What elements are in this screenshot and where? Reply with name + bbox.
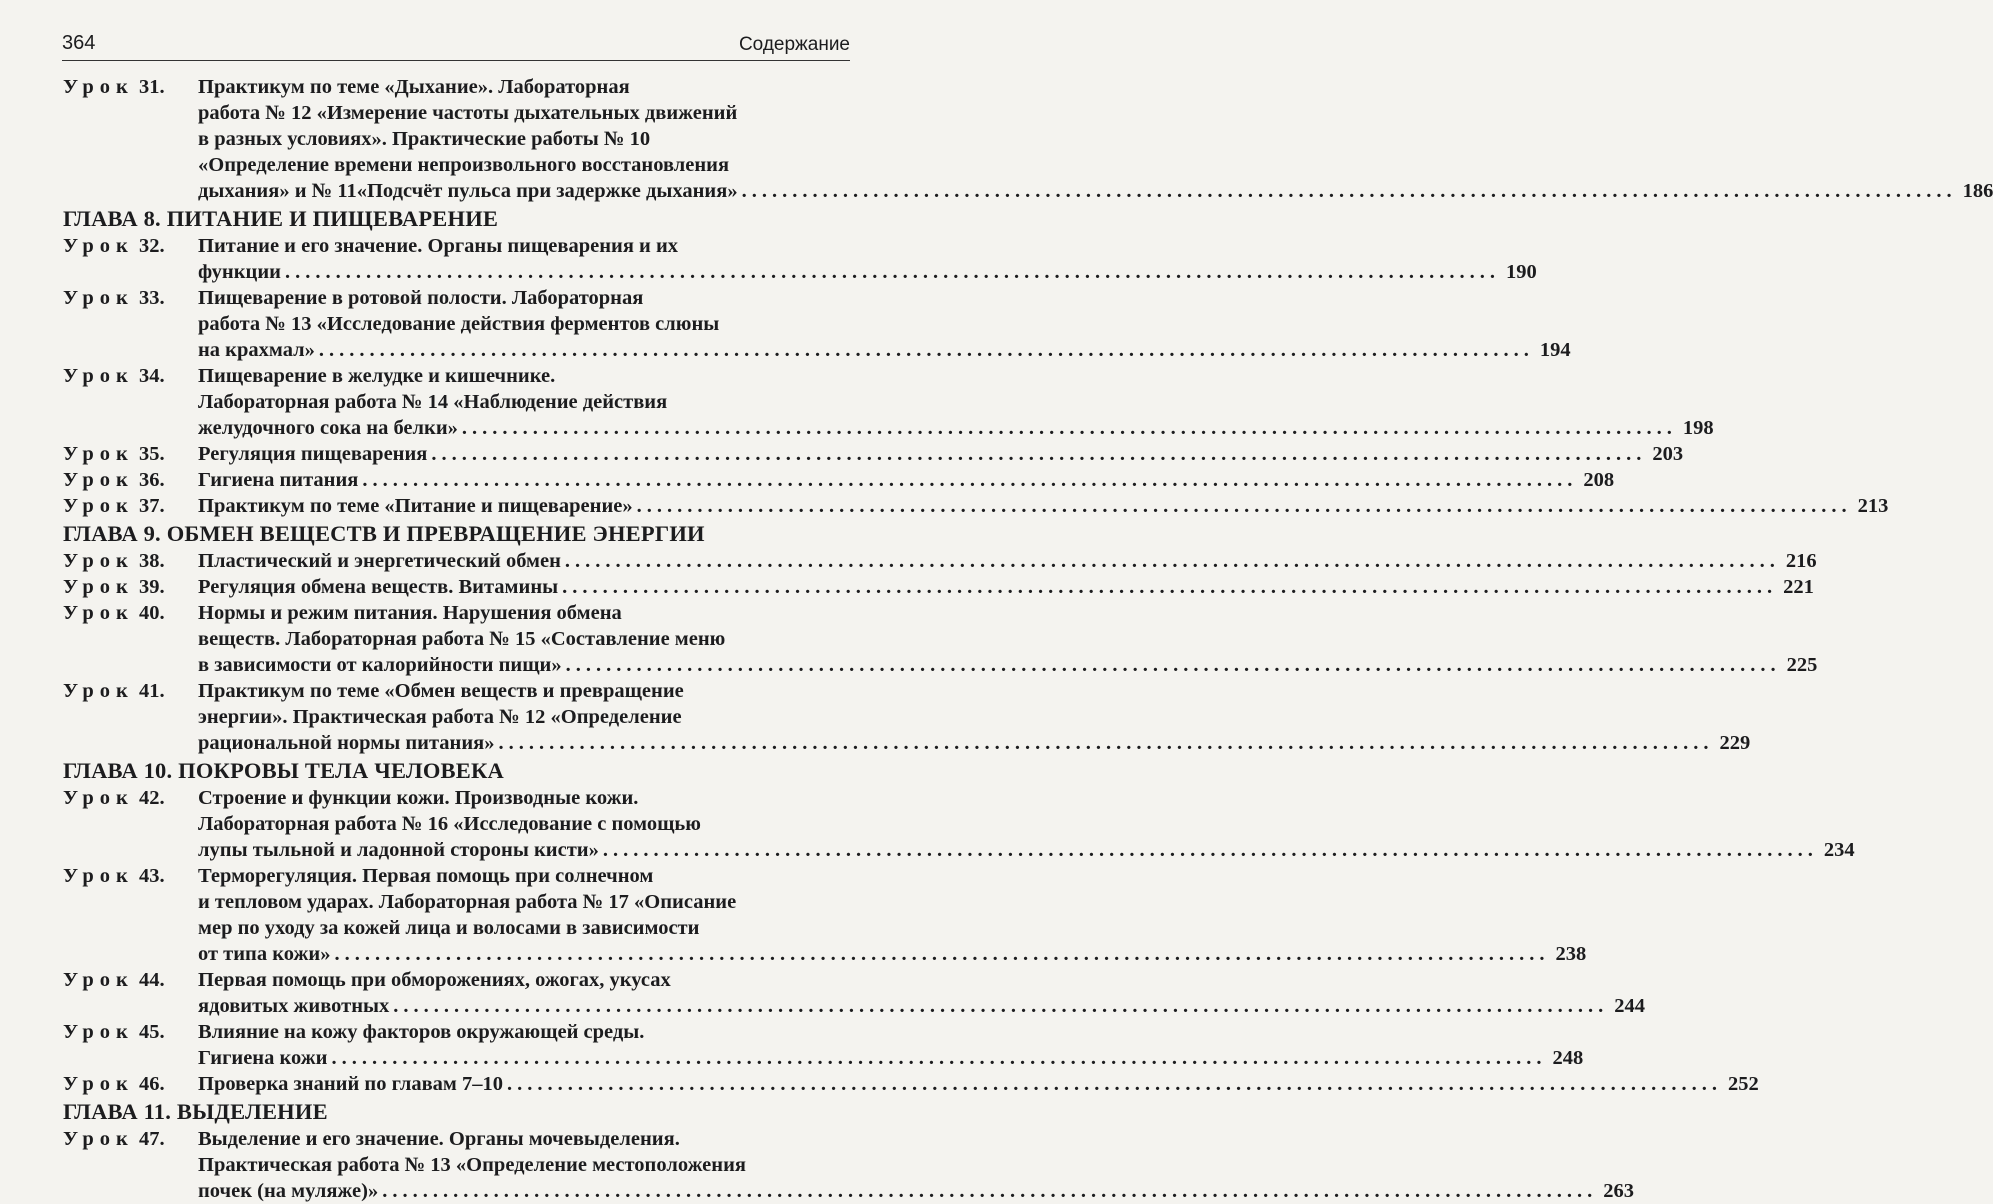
entry-text: Практикум по теме «Питание и пищеварение» [198,495,633,517]
entry-text: Регуляция пищеварения [198,443,428,465]
entry-line [198,259,1537,285]
entry-text: Практикум по теме «Обмен веществ и превращение [198,680,684,702]
dot-leader: ........................................................................................................................ [507,1073,1723,1095]
entry-line [198,889,850,915]
entry-text: энергии». Практическая работа № 12 «Определение [198,706,682,728]
entry-line [198,1126,850,1152]
entry-page-number: 225 [1786,654,1818,676]
dot-leader: ........................................................................................................................ [461,417,1677,439]
entry-line [198,1152,850,1178]
entry-text: лупы тыльной и ладонной стороны кисти» [198,839,599,861]
lesson-word: Урок [63,602,134,624]
lesson-word: Урок [63,1073,134,1095]
lesson-number: 46. [138,1073,165,1095]
entry-line [198,730,1751,756]
entry-line [198,704,850,730]
lesson-number: 35. [138,443,165,465]
entry-text: от типа кожи» [198,943,331,965]
chapter-heading: ГЛАВА 9. ОБМЕН ВЕЩЕСТВ И ПРЕВРАЩЕНИЕ ЭНЕРГИИ [63,521,705,546]
lesson-label [63,785,165,811]
lesson-label [63,574,165,600]
entry-line [198,678,850,704]
entry-text: работа № 12 «Измерение частоты дыхательных движений [198,102,738,124]
entry-page-number: 216 [1785,550,1817,572]
table-of-contents [63,74,1993,1204]
entry-text: желудочного сока на белки» [198,417,458,439]
entry-text: и тепловом ударах. Лабораторная работа № 17 «Описание [198,891,737,913]
entry-line [198,467,1615,493]
toc-entry [63,967,1646,1019]
toc-entry [63,1071,1759,1097]
entry-page-number: 198 [1682,417,1714,439]
entry-line [198,548,1817,574]
lesson-word: Урок [63,495,134,517]
chapter-heading: ГЛАВА 11. ВЫДЕЛЕНИЕ [63,1099,328,1124]
entry-page-number: 244 [1614,995,1646,1017]
entry-line [198,626,850,652]
entry-line [198,311,850,337]
entry-page-number: 263 [1603,1180,1634,1202]
page-number: 364 [62,32,96,54]
lesson-word: Урок [63,969,134,991]
entry-page-number: 229 [1719,732,1751,754]
toc-entry [63,493,1889,519]
dot-leader: ........................................................................................................................ [498,732,1714,754]
toc-entry [63,1019,1584,1071]
entry-text: Первая помощь при обморожениях, ожогах, укусах [198,969,671,991]
lesson-label [63,678,165,704]
lesson-number: 32. [138,235,165,257]
entry-line [198,285,850,311]
lesson-number: 31. [138,76,165,98]
entry-line [198,1045,1584,1071]
entry-line [198,493,1889,519]
entry-page-number: 213 [1857,495,1889,517]
entry-line [198,1071,1759,1097]
lesson-label [63,493,165,519]
entry-text: Выделение и его значение. Органы мочевыделения. [198,1128,680,1150]
entry-text: мер по уходу за кожей лица и волосами в зависимости [198,917,700,939]
lesson-number: 44. [138,969,165,991]
entry-page-number: 238 [1555,943,1587,965]
lesson-word: Урок [63,287,134,309]
lesson-label [63,233,165,259]
lesson-label [63,441,165,467]
lesson-number: 43. [138,865,165,887]
lesson-word: Урок [63,787,134,809]
entry-text: дыхания» и № 11«Подсчёт пульса при задержке дыхания» [198,180,738,202]
entry-line [198,363,850,389]
entry-text: Регуляция обмена веществ. Витамины [198,576,559,598]
lesson-label [63,285,165,311]
entry-line [198,126,850,152]
dot-leader: ........................................................................................................................ [318,339,1534,361]
entry-line [198,785,850,811]
entry-page-number: 203 [1652,443,1684,465]
entry-text: Нормы и режим питания. Нарушения обмена [198,602,622,624]
toc-entry [63,863,1587,967]
entry-line [198,74,850,100]
dot-leader: ........................................................................................................................ [602,839,1818,861]
section-title: Содержание [738,34,850,55]
entry-page-number: 186 [1962,180,1993,202]
lesson-number: 37. [138,495,165,517]
entry-line [198,152,850,178]
dot-leader: ........................................................................................................................ [331,1047,1547,1069]
dot-leader: ........................................................................................................................ [636,495,1852,517]
lesson-label [63,863,165,889]
entry-text: на крахмал» [198,339,315,361]
dot-leader: ........................................................................................................................ [431,443,1647,465]
entry-page-number: 194 [1539,339,1571,361]
chapter-heading: ГЛАВА 10. ПОКРОВЫ ТЕЛА ЧЕЛОВЕКА [63,758,504,783]
entry-line [198,652,1818,678]
lesson-number: 33. [138,287,165,309]
entry-text: почек (на муляже)» [198,1180,379,1202]
lesson-word: Урок [63,576,134,598]
entry-text: Пластический и энергетический обмен [198,550,561,572]
lesson-label [63,363,165,389]
lesson-word: Урок [63,235,134,257]
lesson-label [63,467,165,493]
entry-page-number: 234 [1823,839,1855,861]
dot-leader: ........................................................................................................................ [564,550,1780,572]
toc-entry [63,678,1751,756]
toc-entry [63,467,1615,493]
entry-text: в разных условиях». Практические работы № 10 [198,128,651,150]
lesson-word: Урок [63,443,134,465]
entry-line [198,993,1646,1019]
entry-line [198,178,1993,204]
entry-text: Питание и его значение. Органы пищеварения и их [198,235,679,257]
entry-text: Пищеварение в желудке и кишечнике. [198,365,556,387]
entry-line [198,811,850,837]
entry-line [198,100,850,126]
entry-text: Лабораторная работа № 16 «Исследование с помощью [198,813,701,835]
entry-text: «Определение времени непроизвольного восстановления [198,154,730,176]
entry-page-number: 190 [1505,261,1537,283]
entry-line [198,837,1855,863]
lesson-number: 38. [138,550,165,572]
entry-text: Практическая работа № 13 «Определение местоположения [198,1154,746,1176]
lesson-word: Урок [63,76,134,98]
lesson-word: Урок [63,680,134,702]
entry-line [198,863,850,889]
dot-leader: ........................................................................................................................ [334,943,1550,965]
entry-line [198,941,1587,967]
toc-entry [63,441,1684,467]
toc-entry [63,574,1814,600]
entry-line [198,337,1571,363]
entry-line [198,441,1684,467]
entry-text: работа № 13 «Исследование действия ферментов слюны [198,313,720,335]
lesson-label [63,967,165,993]
lesson-number: 40. [138,602,165,624]
page-header [62,30,850,61]
entry-text: Практикум по теме «Дыхание». Лабораторная [198,76,630,98]
lesson-label [63,600,165,626]
lesson-word: Урок [63,550,134,572]
toc-entry [63,600,1818,678]
toc-entry [63,233,1537,285]
entry-text: Влияние на кожу факторов окружающей среды. [198,1021,645,1043]
lesson-label [63,1071,165,1097]
toc-entry [63,548,1817,574]
entry-text: функции [198,261,281,283]
entry-line [198,600,850,626]
lesson-word: Урок [63,865,134,887]
lesson-number: 36. [138,469,165,491]
lesson-label [63,74,165,100]
entry-line [198,967,850,993]
dot-leader: ........................................................................................................................ [362,469,1578,491]
dot-leader: ........................................................................................................................ [382,1180,1598,1202]
lesson-number: 39. [138,576,165,598]
entry-text: веществ. Лабораторная работа № 15 «Составление меню [198,628,726,650]
entry-text: Пищеварение в ротовой полости. Лабораторная [198,287,644,309]
lesson-number: 47. [138,1128,165,1150]
toc-entry [63,74,1993,204]
entry-text: Лабораторная работа № 14 «Наблюдение действия [198,391,668,413]
entry-line [198,233,850,259]
entry-page-number: 221 [1783,576,1814,598]
entry-text: Гигиена питания [198,469,359,491]
entry-text: Строение и функции кожи. Производные кожи. [198,787,639,809]
lesson-word: Урок [63,469,134,491]
toc-entry [63,1126,1634,1204]
dot-leader: ........................................................................................................................ [562,576,1778,598]
dot-leader: ........................................................................................................................ [393,995,1609,1017]
lesson-number: 42. [138,787,165,809]
lesson-number: 34. [138,365,165,387]
lesson-label [63,1019,165,1045]
entry-line [198,1178,1634,1204]
entry-text: Гигиена кожи [198,1047,328,1069]
entry-line [198,915,850,941]
entry-line [198,389,850,415]
entry-text: ядовитых животных [198,995,390,1017]
lesson-number: 41. [138,680,165,702]
entry-text: Проверка знаний по главам 7–10 [198,1073,504,1095]
lesson-label [63,1126,165,1152]
entry-page-number: 248 [1552,1047,1584,1069]
lesson-word: Урок [63,1021,134,1043]
entry-text: рациональной нормы питания» [198,732,495,754]
dot-leader: ........................................................................................................................ [284,261,1500,283]
entry-page-number: 208 [1583,469,1615,491]
toc-entry [63,285,1571,363]
chapter-heading: ГЛАВА 8. ПИТАНИЕ И ПИЩЕВАРЕНИЕ [63,206,499,231]
entry-text: в зависимости от калорийности пищи» [198,654,562,676]
toc-entry [63,785,1855,863]
entry-page-number: 252 [1728,1073,1759,1095]
lesson-word: Урок [63,1128,134,1150]
entry-line [198,574,1814,600]
lesson-number: 45. [138,1021,165,1043]
dot-leader: ........................................................................................................................ [565,654,1781,676]
entry-line [198,415,1714,441]
dot-leader: ........................................................................................................................ [741,180,1957,202]
lesson-word: Урок [63,365,134,387]
entry-line [198,1019,850,1045]
lesson-label [63,548,165,574]
toc-entry [63,363,1714,441]
entry-text: Терморегуляция. Первая помощь при солнечном [198,865,654,887]
